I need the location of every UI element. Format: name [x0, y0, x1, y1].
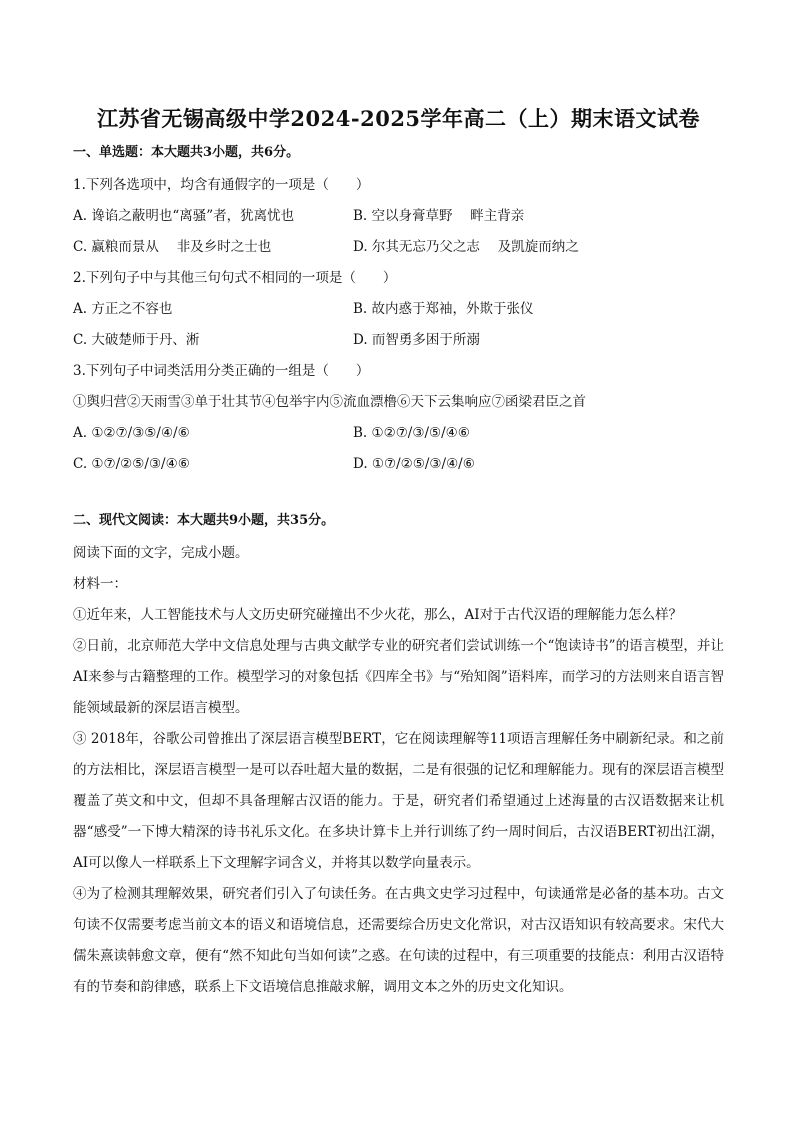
question-1-option-b: B. 空以身膏草野 畔主背亲: [353, 208, 525, 224]
material-paragraph-3: ③ 2018年，谷歌公司曾推出了深层语言模型BERT，它在阅读理解等11项语言理解任务中刷新纪录。和之前的方法相比，深层语言模型一是可以吞吐超大量的数据，二是有很强的记忆和理解能力。现有的深层语言模型覆盖了英文和中文，但却不具备理解古汉语的能力。于是，研究者们希望通过上述海量的古汉语数据来让机器“感受”一下博大精深的诗书礼乐文化。在多块计算卡上并行训练了约一周时间后，古汉语BERT初出江湖，AI可以像人一样联系上下文理解字词含义，并将其以数学向量表示。: [73, 731, 724, 871]
material-1-label: 材料一：: [73, 576, 127, 592]
question-3-sentence: ①舆归营②天雨雪③单于壮其节④包举宇内⑤流血漂橹⑥天下云集响应⑦函梁君臣之首: [73, 394, 586, 410]
question-1-option-c: C. 赢粮而景从 非及乡时之士也: [73, 239, 272, 255]
question-3-options-row-2: [73, 449, 724, 480]
question-1-options-row-2: [73, 232, 724, 263]
question-2-options-row-2: [73, 325, 724, 356]
page-title: 江苏省无锡高级中学2024-2025学年高二（上）期末语文试卷: [96, 106, 701, 131]
material-paragraph-2: ②日前，北京师范大学中文信息处理与古典文献学专业的研究者们尝试训练一个“饱读诗书”的语言模型，并让AI来参与古籍整理的工作。模型学习的对象包括《四库全书》与“殆知阁”语料库，而学习的方法则来自语言智能领域最新的深层语言模型。: [73, 638, 724, 716]
question-2-option-a: A. 方正之不容也: [73, 301, 173, 317]
question-3-stem: 3.下列句子中词类活用分类正确的一组是（ ）: [73, 363, 370, 379]
material-paragraph-1: ①近年来，人工智能技术与人文历史研究碰撞出不少火花，那么，AI对于古代汉语的理解能力怎么样？: [73, 607, 683, 623]
question-2-options-row-1: [73, 294, 724, 325]
question-1-options-row-1: [73, 201, 724, 232]
question-2-option-d: D. 而智勇多困于所溺: [353, 332, 480, 348]
question-3-options-row-1: [73, 418, 724, 449]
question-3-option-a: A. ①②⑦/③⑤/④/⑥: [73, 425, 190, 441]
question-2-option-b: B. 故内惑于郑袖，外欺于张仪: [353, 301, 534, 317]
question-3-option-b: B. ①②⑦/③/⑤/④⑥: [353, 425, 470, 441]
section-spacer: [73, 480, 724, 502]
question-1-option-d: D. 尔其无忘乃父之志 及凯旋而纳之: [353, 239, 579, 255]
question-3-option-d: D. ①⑦/②⑤/③/④/⑥: [353, 456, 475, 472]
question-1-option-a: A. 谗谄之蔽明也“离骚”者，犹离忧也: [73, 208, 295, 224]
question-2-stem: 2.下列句子中与其他三句句式不相同的一项是（ ）: [73, 270, 397, 286]
material-paragraph-4: ④为了检测其理解效果，研究者们引入了句读任务。在古典文史学习过程中，句读通常是必备的基本功。古文句读不仅需要考虑当前文本的语义和语境信息，还需要综合历史文化常识，对古汉语知识有较高要求。宋代大儒朱熹读韩愈文章，便有“然不知此句当如何读”之惑。在句读的过程中，有三项重要的技能点：利用古汉语特有的节奏和韵律感，联系上下文语境信息推敲求解，调用文本之外的历史文化知识。: [73, 886, 724, 995]
question-1-stem: 1.下列各选项中，均含有通假字的一项是（ ）: [73, 177, 370, 193]
section-1-heading: 一、单选题：本大题共3小题，共6分。: [73, 145, 300, 160]
question-2-option-c: C. 大破楚师于丹、淅: [73, 332, 200, 348]
question-3-option-c: C. ①⑦/②⑤/③/④⑥: [73, 456, 190, 472]
reading-instruction: 阅读下面的文字，完成小题。: [73, 545, 249, 561]
section-2-heading: 二、现代文阅读：本大题共9小题，共35分。: [73, 513, 335, 528]
